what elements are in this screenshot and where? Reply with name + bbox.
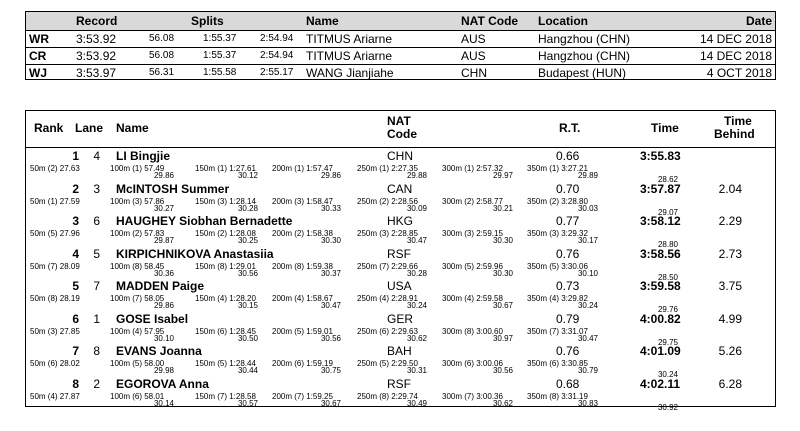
lap-time-100m: 29.86: [153, 171, 174, 180]
results-table-header: [26, 111, 775, 148]
record-nat: CHN: [461, 66, 487, 80]
split-100m: 100m (6) 58.01: [110, 391, 165, 401]
result-row: [26, 180, 775, 217]
header-name: Name: [306, 14, 339, 28]
lap-time-300m: 30.30: [492, 268, 513, 278]
reaction-time: 0.76: [556, 344, 580, 358]
reaction-time: 0.70: [556, 181, 580, 196]
lane: 8: [93, 344, 100, 358]
split-150m: 150m (6) 1:28.45: [195, 326, 256, 336]
final-time: 4:01.09: [640, 344, 681, 358]
split-350m: 350m (6) 3:30.85: [527, 359, 588, 368]
lap-time-200m: 30.75: [320, 366, 341, 375]
lap-time-250m: 30.49: [406, 398, 427, 408]
split-350m: 350m (5) 3:30.06: [527, 261, 588, 271]
split-250m: 250m (4) 2:28.91: [357, 294, 418, 303]
split-250m: 250m (1) 2:27.35: [357, 164, 418, 173]
header-record: Record: [76, 14, 118, 28]
rank: 5: [72, 279, 79, 293]
lap-time-350m: 30.10: [577, 268, 598, 278]
header-nat-code-line1: NAT: [387, 114, 411, 128]
lap-time-350m: 29.89: [577, 171, 598, 180]
header-location: Location: [538, 14, 588, 28]
record-s1: 56.31: [149, 67, 175, 78]
reaction-time: 0.73: [556, 279, 580, 293]
split-100m: 100m (1) 57.49: [110, 164, 165, 173]
lap-time-150m: 30.28: [237, 203, 258, 213]
athlete-name: EGOROVA Anna: [116, 376, 209, 391]
lap-time-300m: 30.97: [492, 333, 513, 343]
reaction-time: 0.76: [556, 246, 580, 261]
lap-time-350m: 30.24: [577, 301, 598, 310]
lap-time-350m: 30.47: [577, 333, 598, 343]
rank: 2: [72, 181, 79, 196]
record-row: [26, 47, 775, 65]
result-row: [26, 277, 775, 314]
rank: 3: [72, 214, 79, 228]
split-50m: 50m (1) 27.59: [30, 196, 80, 206]
lap-time-300m: 30.62: [492, 398, 513, 408]
split-350m: 350m (3) 3:29.32: [527, 229, 588, 238]
lap-time-350m: 30.03: [577, 203, 598, 213]
time-behind: 6.28: [718, 376, 742, 391]
record-s1: 56.08: [149, 50, 175, 61]
split-350m: 350m (7) 3:31.07: [527, 326, 588, 336]
rank: 1: [72, 149, 79, 163]
final-time: 3:59.58: [640, 279, 681, 293]
lap-time-400m: 28.80: [657, 240, 678, 249]
nat-code: USA: [387, 279, 412, 293]
final-time: 3:57.87: [640, 181, 681, 196]
final-time: 4:02.11: [640, 376, 681, 391]
result-row: [26, 212, 775, 249]
lap-time-400m: 29.76: [657, 305, 678, 314]
lap-time-400m: 29.75: [657, 337, 678, 347]
header-nat-code-line2: Code: [387, 127, 417, 141]
split-50m: 50m (5) 27.96: [30, 229, 80, 238]
results-table: [25, 110, 776, 412]
record-table-header: [26, 12, 775, 31]
split-300m: 300m (7) 3:00.36: [442, 391, 503, 401]
nat-code: HKG: [387, 214, 414, 228]
result-row: [26, 147, 775, 184]
lap-time-150m: 30.25: [237, 236, 258, 245]
split-250m: 250m (6) 2:29.63: [357, 326, 418, 336]
record-s2: 1:55.37: [203, 50, 237, 61]
split-50m: 50m (6) 28.02: [30, 359, 80, 368]
lap-time-300m: 29.97: [492, 171, 513, 180]
athlete-name: McINTOSH Summer: [116, 181, 230, 196]
rank: 7: [72, 344, 79, 358]
lap-time-350m: 30.17: [577, 236, 598, 245]
split-200m: 200m (6) 1:59.19: [272, 359, 333, 368]
athlete-name: MADDEN Paige: [116, 279, 205, 293]
nat-code: RSF: [387, 246, 411, 261]
lap-time-300m: 30.21: [492, 203, 513, 213]
split-150m: 150m (5) 1:28.44: [195, 359, 256, 368]
nat-code: GER: [387, 311, 414, 326]
split-250m: 250m (5) 2:29.50: [357, 359, 418, 368]
lap-time-200m: 30.47: [320, 301, 341, 310]
split-250m: 250m (2) 2:28.56: [357, 196, 418, 206]
split-200m: 200m (2) 1:58.38: [272, 229, 333, 238]
record-row: [26, 64, 775, 81]
lap-time-250m: 30.47: [406, 236, 427, 245]
split-100m: 100m (3) 57.86: [110, 196, 165, 206]
time-behind: 2.04: [718, 181, 742, 196]
rank: 8: [72, 376, 79, 391]
athlete-name: KIRPICHNIKOVA Anastasiia: [116, 246, 274, 261]
result-row: [26, 245, 775, 282]
nat-code: CHN: [387, 149, 413, 163]
lane: 7: [93, 279, 100, 293]
lane: 6: [93, 214, 100, 228]
split-150m: 150m (7) 1:28.58: [195, 391, 256, 401]
lap-time-200m: 30.67: [320, 398, 341, 408]
split-350m: 350m (2) 3:28.80: [527, 196, 588, 206]
final-time: 3:58.56: [640, 246, 681, 261]
lap-time-400m: 30.92: [657, 402, 678, 412]
split-350m: 350m (1) 3:27.21: [527, 164, 588, 173]
lap-time-100m: 29.86: [153, 301, 174, 310]
record-date: 4 OCT 2018: [706, 66, 772, 80]
header-splits: Splits: [191, 14, 224, 28]
lap-time-300m: 30.30: [492, 236, 513, 245]
record-s3: 2:54.94: [260, 50, 294, 61]
lap-time-350m: 30.79: [577, 366, 598, 375]
split-200m: 200m (7) 1:59.25: [272, 391, 333, 401]
athlete-name: LI Bingjie: [116, 149, 170, 163]
record-time: 3:53.97: [76, 66, 117, 80]
lap-time-200m: 30.56: [320, 333, 341, 343]
time-behind: 2.29: [718, 214, 742, 228]
split-350m: 350m (4) 3:29.82: [527, 294, 588, 303]
lap-time-100m: 29.98: [153, 366, 174, 375]
split-300m: 300m (6) 3:00.06: [442, 359, 503, 368]
split-250m: 250m (3) 2:28.85: [357, 229, 418, 238]
header-time-behind-line1: Time: [724, 114, 752, 128]
split-150m: 150m (1) 1:27.61: [195, 164, 256, 173]
split-300m: 300m (2) 2:58.77: [442, 196, 503, 206]
nat-code: CAN: [387, 181, 413, 196]
lap-time-100m: 30.27: [153, 203, 174, 213]
rank: 4: [72, 246, 79, 261]
lap-time-400m: 30.24: [657, 370, 678, 379]
split-150m: 150m (2) 1:28.08: [195, 229, 256, 238]
record-table: [25, 11, 776, 80]
athlete-name: HAUGHEY Siobhan Bernadette: [116, 214, 293, 228]
lap-time-100m: 29.87: [153, 236, 174, 245]
record-row: [26, 30, 775, 48]
lane: 2: [93, 376, 100, 391]
lap-time-150m: 30.56: [237, 268, 258, 278]
lap-time-150m: 30.57: [237, 398, 258, 408]
header-name: Name: [116, 121, 149, 135]
record-date: 14 DEC 2018: [699, 32, 772, 46]
record-s3: 2:54.94: [260, 33, 294, 44]
result-row: [26, 342, 775, 379]
split-50m: 50m (4) 27.87: [30, 391, 80, 401]
record-s3: 2:55.17: [260, 67, 294, 78]
lap-time-250m: 30.09: [406, 203, 427, 213]
split-100m: 100m (4) 57.95: [110, 326, 165, 336]
header-date: Date: [745, 14, 772, 28]
lap-time-400m: 28.50: [657, 272, 678, 282]
record-nat: AUS: [461, 32, 486, 46]
header-rt: R.T.: [559, 121, 581, 135]
header-nat-code: NAT Code: [461, 14, 519, 28]
lap-time-250m: 30.31: [406, 366, 427, 375]
athlete-name: EVANS Joanna: [116, 344, 202, 358]
record-code: WJ: [29, 66, 47, 80]
lap-time-100m: 30.14: [153, 398, 174, 408]
lap-time-350m: 30.83: [577, 398, 598, 408]
result-row: [26, 310, 775, 347]
lap-time-250m: 30.24: [406, 301, 427, 310]
split-50m: 50m (3) 27.85: [30, 326, 80, 336]
nat-code: RSF: [387, 376, 411, 391]
split-350m: 350m (8) 3:31.19: [527, 391, 588, 401]
record-time: 3:53.92: [76, 49, 117, 63]
split-200m: 200m (3) 1:58.47: [272, 196, 333, 206]
split-300m: 300m (3) 2:59.15: [442, 229, 503, 238]
time-behind: 2.73: [718, 246, 742, 261]
record-code: WR: [29, 32, 49, 46]
split-300m: 300m (5) 2:59.96: [442, 261, 503, 271]
rank: 6: [72, 311, 79, 326]
reaction-time: 0.77: [556, 214, 580, 228]
split-150m: 150m (4) 1:28.20: [195, 294, 256, 303]
record-s2: 1:55.37: [203, 33, 237, 44]
lap-time-200m: 30.33: [320, 203, 341, 213]
split-200m: 200m (8) 1:59.38: [272, 261, 333, 271]
header-time: Time: [651, 121, 679, 135]
lap-time-250m: 29.88: [406, 171, 427, 180]
record-time: 3:53.92: [76, 32, 117, 46]
final-time: 3:58.12: [640, 214, 681, 228]
lane: 1: [93, 311, 100, 326]
lap-time-250m: 30.28: [406, 268, 427, 278]
split-250m: 250m (7) 2:29.66: [357, 261, 418, 271]
nat-code: BAH: [387, 344, 412, 358]
lane: 5: [93, 246, 100, 261]
lap-time-200m: 29.86: [320, 171, 341, 180]
lane: 4: [93, 149, 100, 163]
split-50m: 50m (2) 27.63: [30, 164, 80, 173]
split-300m: 300m (4) 2:59.58: [442, 294, 503, 303]
time-behind: 4.99: [718, 311, 742, 326]
split-150m: 150m (8) 1:29.01: [195, 261, 256, 271]
split-100m: 100m (2) 57.83: [110, 229, 165, 238]
record-code: CR: [29, 49, 47, 63]
lap-time-200m: 30.37: [320, 268, 341, 278]
record-s2: 1:55.58: [203, 67, 237, 78]
split-100m: 100m (7) 58.05: [110, 294, 165, 303]
header-time-behind-line2: Behind: [714, 127, 755, 141]
lap-time-300m: 30.56: [492, 366, 513, 375]
lap-time-400m: 28.62: [657, 175, 678, 184]
lap-time-150m: 30.12: [237, 171, 258, 180]
split-200m: 200m (1) 1:57.47: [272, 164, 333, 173]
record-name: WANG Jianjiahe: [306, 66, 394, 80]
final-time: 4:00.82: [640, 311, 681, 326]
reaction-time: 0.79: [556, 311, 580, 326]
time-behind: 5.26: [718, 344, 742, 358]
lap-time-200m: 30.30: [320, 236, 341, 245]
result-row: [26, 375, 775, 412]
record-location: Hangzhou (CHN): [538, 49, 631, 63]
lane: 3: [93, 181, 100, 196]
reaction-time: 0.68: [556, 376, 580, 391]
record-name: TITMUS Ariarne: [306, 32, 393, 46]
lap-time-250m: 30.62: [406, 333, 427, 343]
split-200m: 200m (4) 1:58.67: [272, 294, 333, 303]
lap-time-100m: 30.10: [153, 333, 174, 343]
lap-time-150m: 30.50: [237, 333, 258, 343]
lap-time-150m: 30.44: [237, 366, 258, 375]
record-name: TITMUS Ariarne: [306, 49, 393, 63]
lap-time-150m: 30.15: [237, 301, 258, 310]
record-s1: 56.08: [149, 33, 175, 44]
split-300m: 300m (8) 3:00.60: [442, 326, 503, 336]
record-location: Budapest (HUN): [538, 66, 627, 80]
split-250m: 250m (8) 2:29.74: [357, 391, 418, 401]
lap-time-400m: 29.07: [657, 207, 678, 217]
split-100m: 100m (8) 58.45: [110, 261, 165, 271]
record-location: Hangzhou (CHN): [538, 32, 631, 46]
record-nat: AUS: [461, 49, 486, 63]
athlete-name: GOSE Isabel: [116, 311, 189, 326]
record-date: 14 DEC 2018: [699, 49, 772, 63]
split-150m: 150m (3) 1:28.14: [195, 196, 256, 206]
lap-time-100m: 30.36: [153, 268, 174, 278]
header-rank: Rank: [34, 121, 64, 135]
split-200m: 200m (5) 1:59.01: [272, 326, 333, 336]
split-50m: 50m (8) 28.19: [30, 294, 80, 303]
lap-time-300m: 30.67: [492, 301, 513, 310]
reaction-time: 0.66: [556, 149, 580, 163]
final-time: 3:55.83: [640, 149, 681, 163]
time-behind: 3.75: [718, 279, 742, 293]
split-100m: 100m (5) 58.00: [110, 359, 165, 368]
split-50m: 50m (7) 28.09: [30, 261, 80, 271]
header-lane: Lane: [75, 121, 104, 135]
split-300m: 300m (1) 2:57.32: [442, 164, 503, 173]
